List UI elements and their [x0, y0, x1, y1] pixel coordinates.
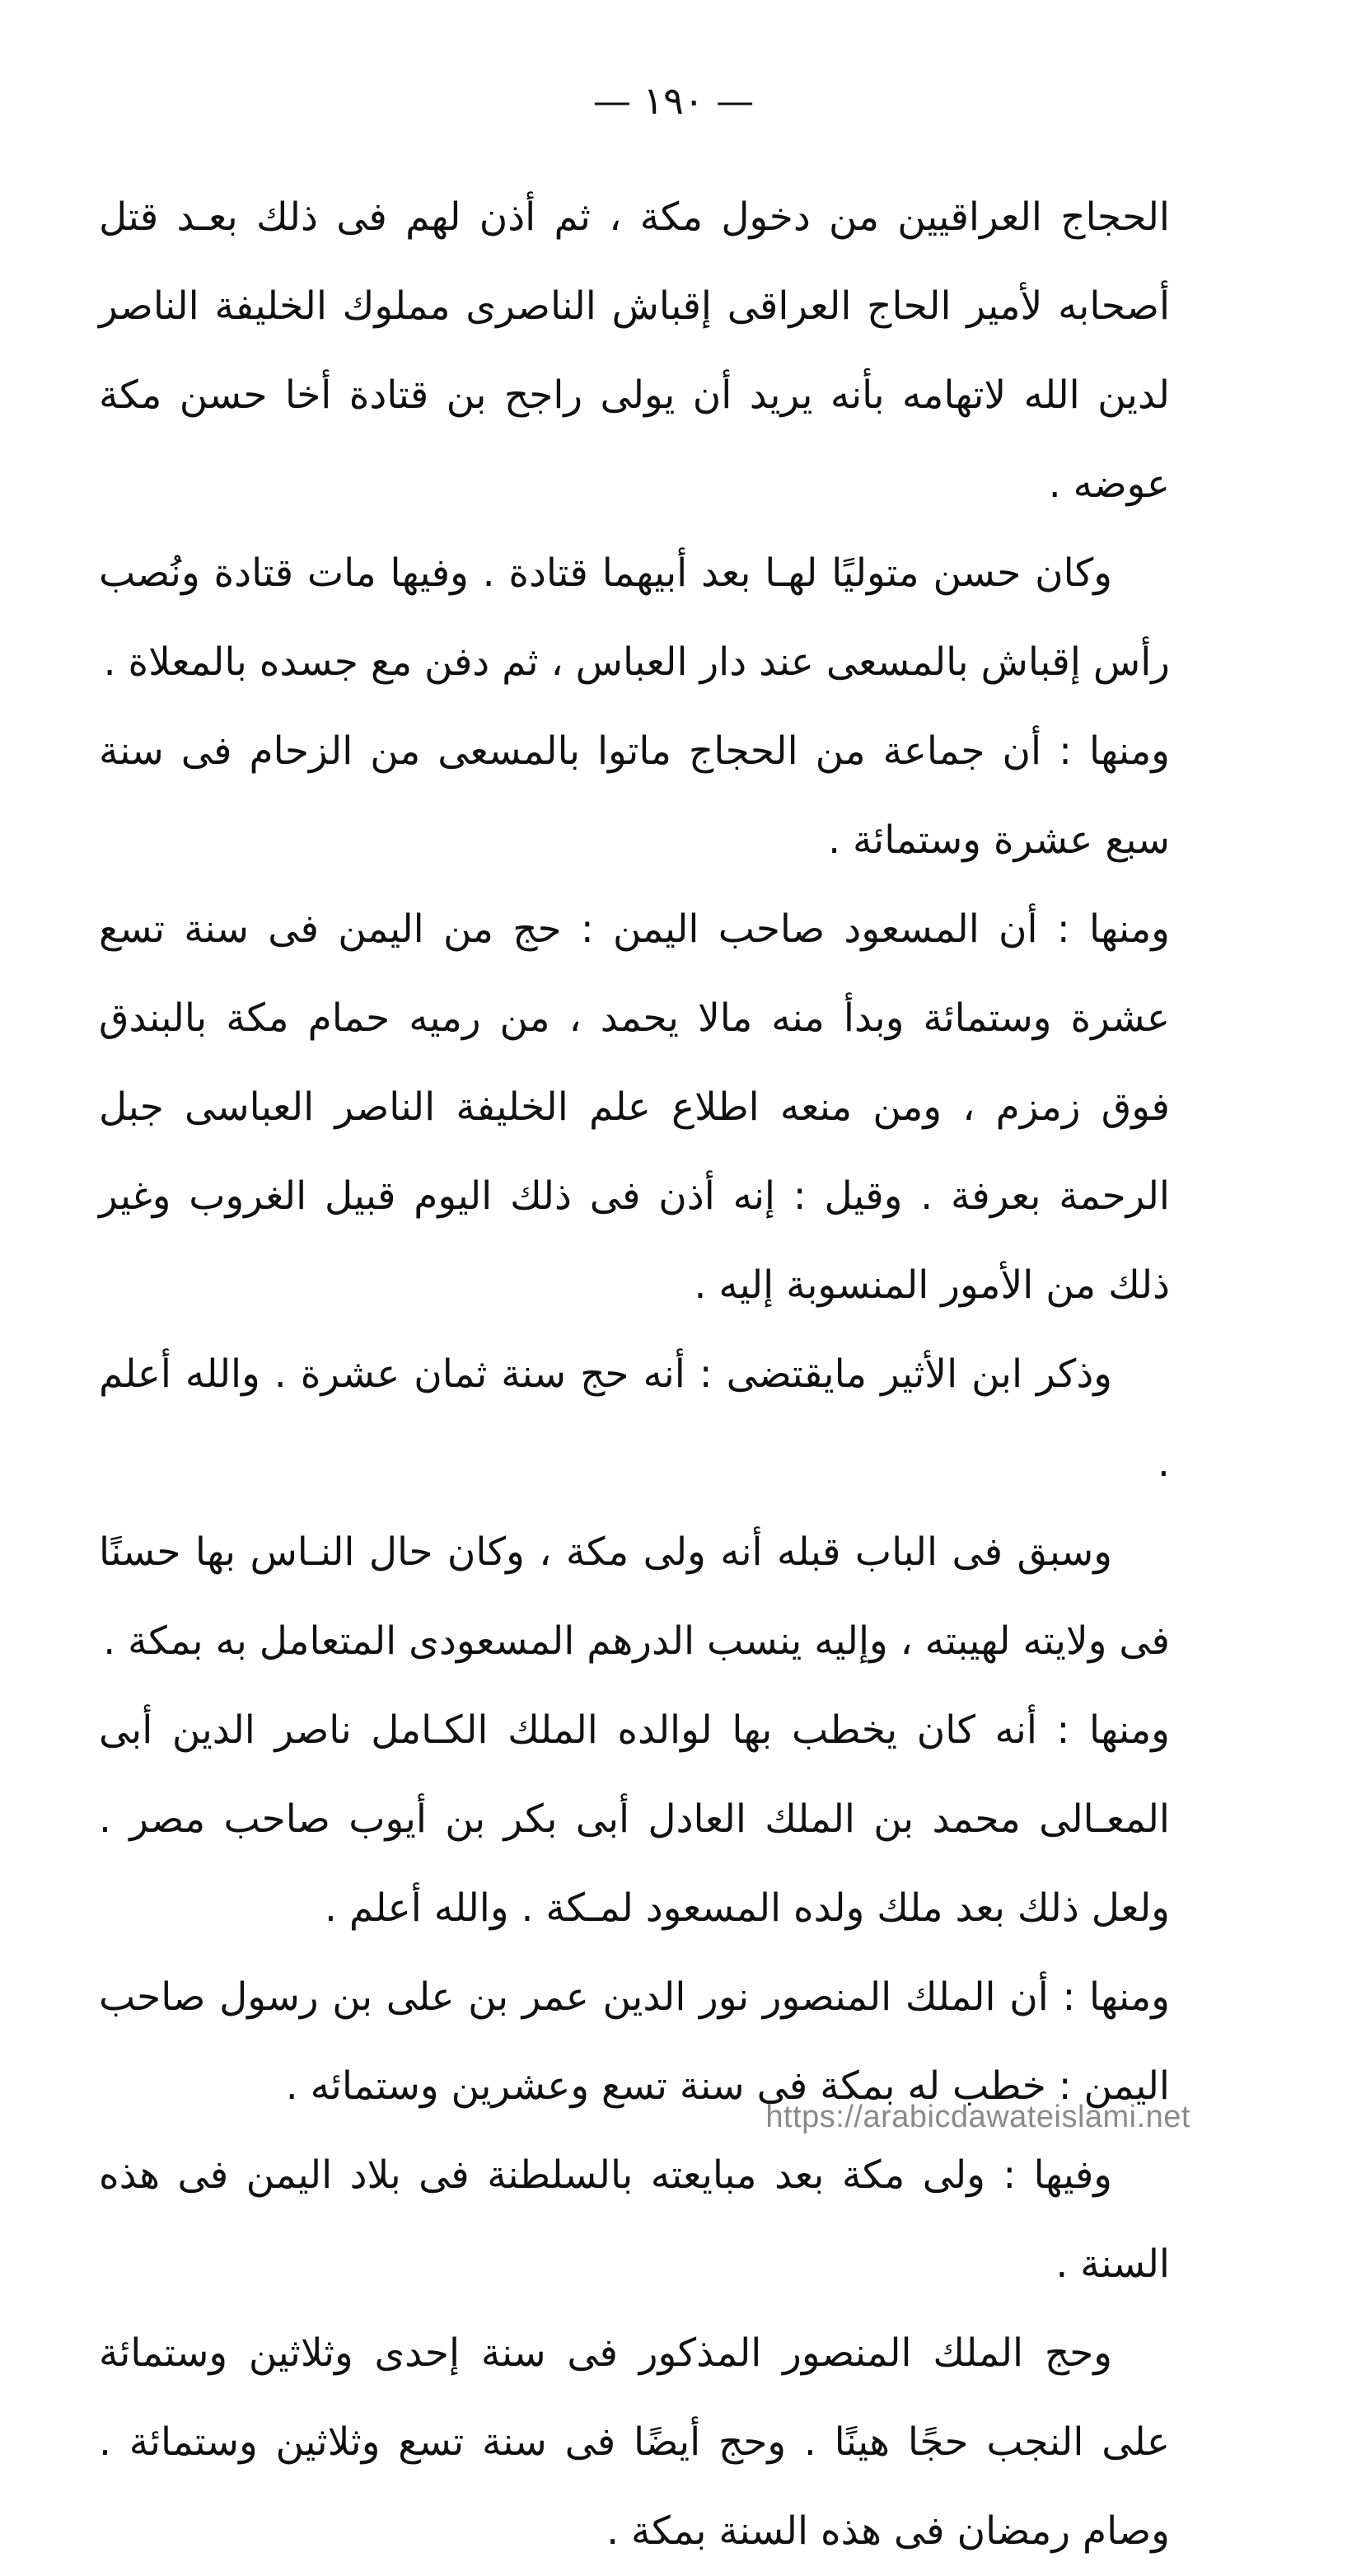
- paragraph-7: ومنها : أنه كان يخطب بها لوالده الملك الكـامل ناصر الدين أبى المعـالى محمد بن الملك العادل أبى بكر بن أيوب صاحب مصر . ولعل ذلك بعد ملك ولده المسعود لمـكة . والله أعلم .: [99, 1707, 1170, 1931]
- paragraph-3: ومنها : أن جماعة من الحجاج ماتوا بالمسعى من الزحام فى سنة سبع عشرة وستمائة .: [99, 728, 1170, 863]
- site-watermark: https://arabicdawateislami.net: [765, 2100, 1190, 2134]
- paragraph-10: وحج الملك المنصور المذكور فى سنة إحدى وثلاثين وستمائة على النجب حجًا هينًا . وحج أيضًا فى سنة تسع وثلاثين وستمائة . وصام رمضان فى هذه السنة بمكة .: [99, 2330, 1170, 2554]
- paragraph-9: وفيها : ولى مكة بعد مبايعته بالسلطنة فى بلاد اليمن فى هذه السنة .: [99, 2152, 1170, 2287]
- page-number: — ١٩٠ —: [592, 78, 755, 123]
- paragraph-1: الحجاج العراقيين من دخول مكة ، ثم أذن لهم فى ذلك بعـد قتل أصحابه لأمير الحاج العراقى إقباش الناصرى مملوك الخليفة الناصر لدين الله لاتهامه بأنه يريد أن يولى راجح بن قتادة أخا حسن مكة عوضه .: [99, 194, 1170, 507]
- page-body: [99, 173, 1170, 2576]
- paragraph-6: وسبق فى الباب قبله أنه ولى مكة ، وكان حال النـاس بها حسنًا فى ولايته لهيبته ، وإليه ينسب الدرهم المسعودى المتعامل به بمكة .: [99, 1529, 1170, 1664]
- paragraph-8: ومنها : أن الملك المنصور نور الدين عمر بن على بن رسول صاحب اليمن : خطب له بمكة فى سنة تسع وعشرين وستمائه .: [99, 1974, 1170, 2109]
- paragraph-5: وذكر ابن الأثير مايقتضى : أنه حج سنة ثمان عشرة . والله أعلم .: [99, 1351, 1170, 1486]
- paragraph-2: وكان حسن متوليًا لهـا بعد أبيهما قتادة . وفيها مات قتادة ونُصب رأس إقباش بالمسعى عند دار العباس ، ثم دفن مع جسده بالمعلاة .: [99, 550, 1170, 685]
- paragraph-4: ومنها : أن المسعود صاحب اليمن : حج من اليمن فى سنة تسع عشرة وستمائة وبدأ منه مالا يحمد ، من رميه حمام مكة بالبندق فوق زمزم ، ومن منعه اطلاع علم الخليفة الناصر العباسى جبل الرحمة بعرفة . وقيل : إنه أذن فى ذلك اليوم قبيل الغروب وغير ذلك من الأمور المنسوبة إليه .: [99, 906, 1170, 1308]
